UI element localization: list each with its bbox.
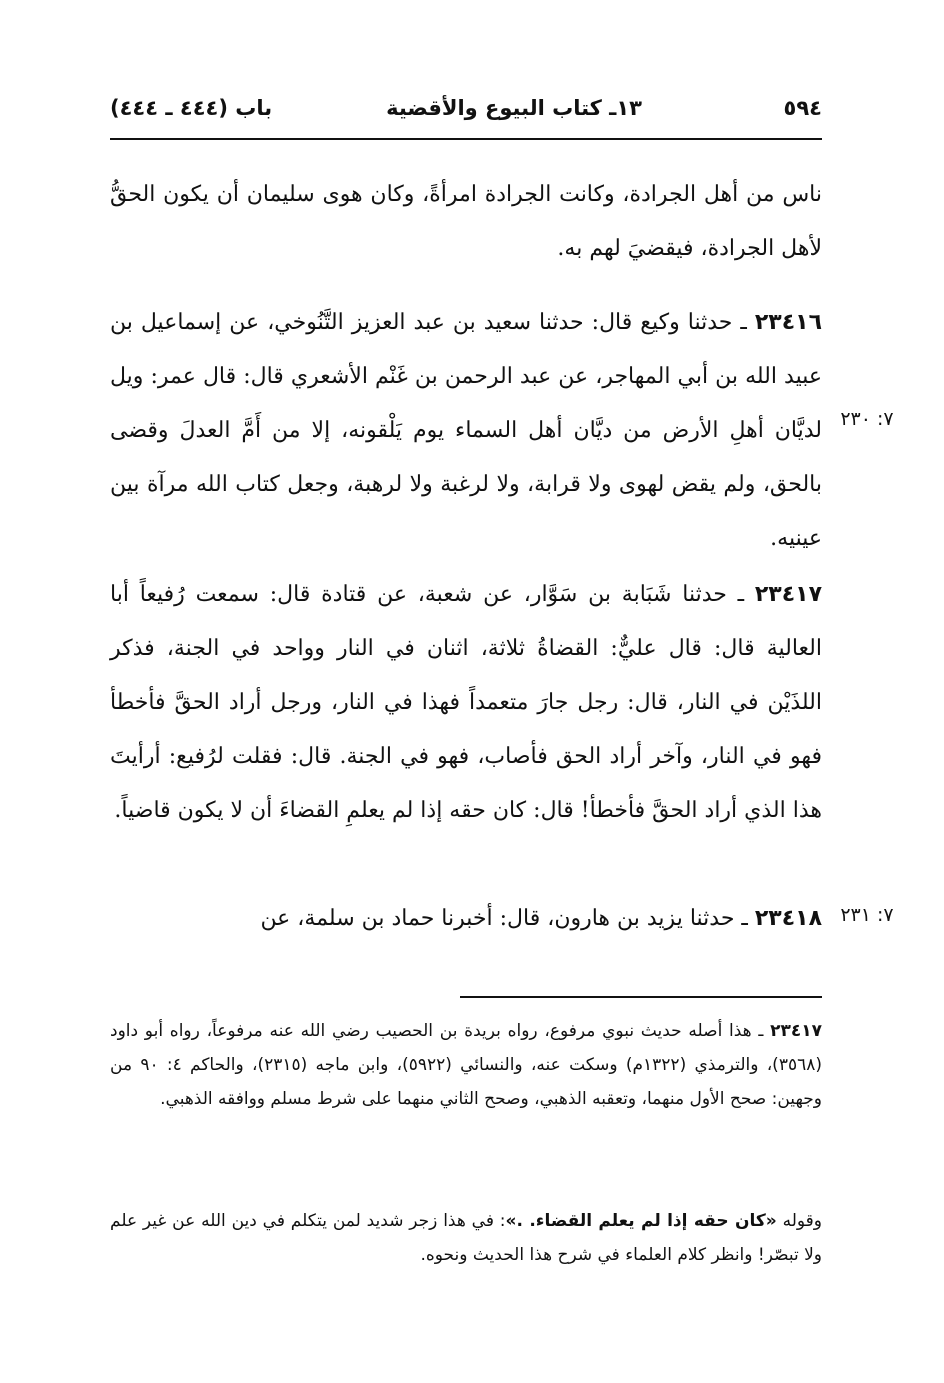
page-number: ٥٩٤ [783,96,822,120]
footnote-1 [110,1014,822,1116]
footnote-2 [110,1204,822,1272]
hadith-23418-paragraph [110,892,822,946]
hadith-number: ٢٣٤١٧ [754,582,822,607]
chapter-range: باب (٤٤٤ ـ ٤٤٤) [110,96,273,120]
hadith-23417-paragraph [110,568,822,838]
footnote-2-paragraph [110,1204,822,1272]
book-title: ١٣ـ كتاب البيوع والأقضية [386,96,642,120]
hadith-23418 [110,892,822,946]
hadith-23416 [110,296,822,566]
hadith-text: ـ حدثنا وكيع قال: حدثنا سعيد بن عبد العزيز التَّنُوخي، عن إسماعيل بن عبيد الله بن أبي المهاجر، عن عبد الرحمن بن غَنْم الأشعري قال: قال عمر: ويل لديَّان أهلِ الأرض من ديَّان أهل السماء يوم يَلْقونه، إلا من أَمَّ العدلَ وقضى بالحق، ولم يقض لهوى ولا قرابة، ولا لرغبة ولا لرهبة، وجعل كتاب الله مرآة بين عينيه. [110,310,822,551]
hadith-number: ٢٣٤١٦ [754,310,822,335]
continuation-text: ناس من أهل الجرادة، وكانت الجرادة امرأةً، وكان هوى سليمان أن يكون الحقُّ لأهل الجرادة، فيقضيَ لهم به. [110,182,822,261]
footnote-divider [460,996,822,998]
footnote-text: : في هذا زجر شديد لمن يتكلم في دين الله عن غير علم ولا تبصّر! وانظر كلام العلماء في شرح هذا الحديث ونحوه. [110,1211,822,1265]
hadith-text: ـ حدثنا يزيد بن هارون، قال: أخبرنا حماد بن سلمة، عن [260,906,755,931]
footnote-1-paragraph [110,1014,822,1116]
hadith-number: ٢٣٤١٨ [754,906,822,931]
footnote-number: ٢٣٤١٧ [770,1021,822,1041]
margin-reference: ٧: ٢٣٠ [840,408,894,430]
running-header [110,92,822,130]
footnote-lead: وقوله [776,1211,822,1231]
hadith-23416-paragraph [110,296,822,566]
hadith-23417 [110,568,822,838]
header-divider [110,138,822,140]
continuation-paragraph [110,168,822,276]
footnote-quote: «كان حقه إذا لم يعلم القضاء. .» [505,1211,777,1231]
footnote-text: ـ هذا أصله حديث نبوي مرفوع، رواه بريدة بن الحصيب رضي الله عنه مرفوعاً، رواه أبو داود (٣٥٦٨)، والترمذي (١٣٢٢م) وسكت عنه، والنسائي (٥٩٢٢)، وابن ماجه (٢٣١٥)، والحاكم ٤: ٩٠ من وجهين: صحح الأول منهما، وتعقبه الذهبي، وصحح الثاني منهما على شرط مسلم ووافقه الذهبي. [110,1021,822,1109]
margin-reference: ٧: ٢٣١ [840,904,894,926]
hadith-text: ـ حدثنا شَبَابة بن سَوَّار، عن شعبة، عن قتادة قال: سمعت رُفيعاً أبا العالية قال: قال عليٌّ: القضاةُ ثلاثة، اثنان في النار وواحد في الجنة، فذكر اللذَيْن في النار، قال: رجل جارَ متعمداً فهذا في النار، ورجل أراد الحقَّ فأخطأ فهو في النار، وآخر أراد الحق فأصاب، فهو في الجنة. قال: فقلت لرُفيع: أرأيتَ هذا الذي أراد الحقَّ فأخطأ! قال: كان حقه إذا لم يعلمِ القضاءَ أن لا يكون قاضياً. [110,582,822,823]
